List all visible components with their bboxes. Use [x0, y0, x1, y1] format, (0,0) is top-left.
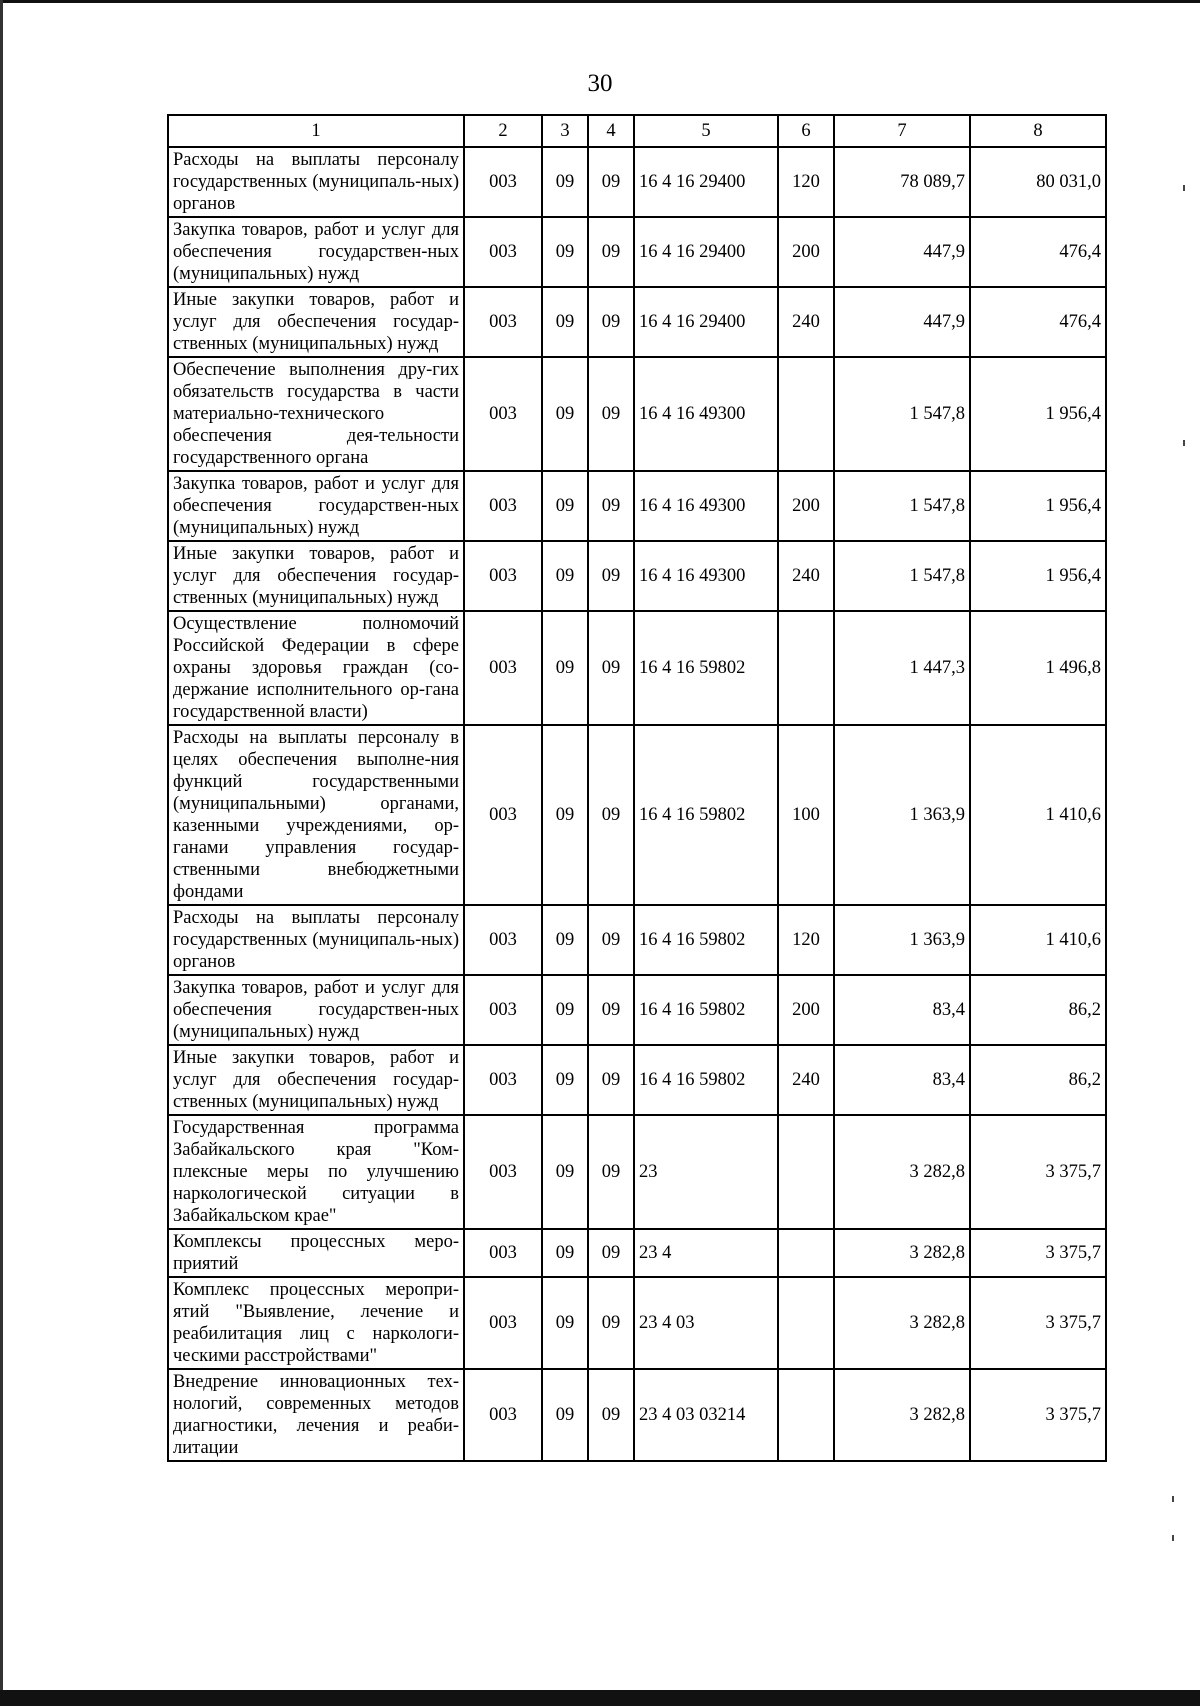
table-row	[168, 905, 1106, 975]
scan-speck	[1172, 1496, 1174, 1502]
subsection-cell: 09	[588, 1229, 634, 1277]
column-header: 1	[168, 115, 464, 147]
amount-year2-cell: 1 410,6	[970, 905, 1106, 975]
section-cell: 09	[542, 725, 588, 905]
admin-code-cell: 003	[464, 1229, 542, 1277]
expense-type-cell	[778, 1115, 834, 1229]
admin-code-cell: 003	[464, 147, 542, 217]
target-article-cell: 23 4 03 03214	[634, 1369, 778, 1461]
table-row	[168, 1277, 1106, 1369]
amount-year2-cell: 1 956,4	[970, 471, 1106, 541]
target-article-cell: 16 4 16 59802	[634, 1045, 778, 1115]
admin-code-cell: 003	[464, 287, 542, 357]
table-row	[168, 357, 1106, 471]
row-name-cell: Иные закупки товаров, работ и услуг для обеспечения государ-ственных (муниципальных) нужд	[168, 1045, 464, 1115]
section-cell: 09	[542, 1229, 588, 1277]
table-row	[168, 541, 1106, 611]
table-row	[168, 217, 1106, 287]
subsection-cell: 09	[588, 1045, 634, 1115]
expense-type-cell: 240	[778, 1045, 834, 1115]
admin-code-cell: 003	[464, 1277, 542, 1369]
target-article-cell: 16 4 16 29400	[634, 287, 778, 357]
page-number: 30	[587, 70, 613, 97]
amount-year1-cell: 3 282,8	[834, 1369, 970, 1461]
amount-year1-cell: 78 089,7	[834, 147, 970, 217]
target-article-cell: 23	[634, 1115, 778, 1229]
row-name-cell: Иные закупки товаров, работ и услуг для обеспечения государ-ственных (муниципальных) нужд	[168, 541, 464, 611]
row-name-cell: Комплекс процессных меропри-ятий "Выявление, лечение и реабилитация лиц с наркологи-ческими расстройствами"	[168, 1277, 464, 1369]
amount-year2-cell: 3 375,7	[970, 1229, 1106, 1277]
amount-year2-cell: 1 496,8	[970, 611, 1106, 725]
subsection-cell: 09	[588, 217, 634, 287]
admin-code-cell: 003	[464, 471, 542, 541]
row-name-cell: Обеспечение выполнения дру-гих обязательств государства в части материально-технического обеспечения дея-тельности государственного органа	[168, 357, 464, 471]
row-name-cell: Закупка товаров, работ и услуг для обеспечения государствен-ных (муниципальных) нужд	[168, 975, 464, 1045]
table-row	[168, 975, 1106, 1045]
table-row	[168, 1229, 1106, 1277]
expense-type-cell	[778, 357, 834, 471]
target-article-cell: 16 4 16 49300	[634, 541, 778, 611]
amount-year1-cell: 1 363,9	[834, 905, 970, 975]
target-article-cell: 23 4 03	[634, 1277, 778, 1369]
amount-year2-cell: 86,2	[970, 975, 1106, 1045]
amount-year1-cell: 1 547,8	[834, 471, 970, 541]
subsection-cell: 09	[588, 975, 634, 1045]
amount-year2-cell: 3 375,7	[970, 1277, 1106, 1369]
scan-edge-bottom	[0, 1690, 1200, 1706]
row-name-cell: Расходы на выплаты персоналу в целях обеспечения выполне-ния функций государственными (муниципальными) органами, казенными учреждениями, ор-ганами управления государ-ственными внебюджетными фондами	[168, 725, 464, 905]
amount-year2-cell: 1 956,4	[970, 541, 1106, 611]
amount-year2-cell: 476,4	[970, 217, 1106, 287]
table-row	[168, 725, 1106, 905]
section-cell: 09	[542, 1045, 588, 1115]
row-name-cell: Расходы на выплаты персоналу государственных (муниципаль-ных) органов	[168, 147, 464, 217]
table-row	[168, 471, 1106, 541]
table-row	[168, 611, 1106, 725]
expense-type-cell: 200	[778, 217, 834, 287]
subsection-cell: 09	[588, 147, 634, 217]
amount-year1-cell: 1 447,3	[834, 611, 970, 725]
target-article-cell: 16 4 16 49300	[634, 357, 778, 471]
row-name-cell: Закупка товаров, работ и услуг для обеспечения государствен-ных (муниципальных) нужд	[168, 217, 464, 287]
header-row	[168, 115, 1106, 147]
section-cell: 09	[542, 147, 588, 217]
amount-year1-cell: 1 547,8	[834, 357, 970, 471]
subsection-cell: 09	[588, 1277, 634, 1369]
row-name-cell: Расходы на выплаты персоналу государственных (муниципаль-ных) органов	[168, 905, 464, 975]
row-name-cell: Комплексы процессных меро-приятий	[168, 1229, 464, 1277]
expense-type-cell	[778, 1369, 834, 1461]
amount-year2-cell: 86,2	[970, 1045, 1106, 1115]
column-header: 6	[778, 115, 834, 147]
row-name-cell: Внедрение инновационных тех-нологий, современных методов диагностики, лечения и реаби-литации	[168, 1369, 464, 1461]
row-name-cell: Закупка товаров, работ и услуг для обеспечения государствен-ных (муниципальных) нужд	[168, 471, 464, 541]
amount-year1-cell: 447,9	[834, 217, 970, 287]
target-article-cell: 16 4 16 29400	[634, 147, 778, 217]
column-header: 8	[970, 115, 1106, 147]
subsection-cell: 09	[588, 541, 634, 611]
section-cell: 09	[542, 905, 588, 975]
table-row	[168, 287, 1106, 357]
admin-code-cell: 003	[464, 725, 542, 905]
amount-year1-cell: 3 282,8	[834, 1229, 970, 1277]
scan-speck	[1172, 1535, 1174, 1541]
section-cell: 09	[542, 217, 588, 287]
row-name-cell: Государственная программа Забайкальского края "Ком-плексные меры по улучшению наркологической ситуации в Забайкальском крае"	[168, 1115, 464, 1229]
expense-type-cell: 200	[778, 471, 834, 541]
scan-edge-top	[0, 0, 1200, 3]
expense-type-cell: 120	[778, 147, 834, 217]
amount-year2-cell: 3 375,7	[970, 1369, 1106, 1461]
budget-table	[167, 114, 1107, 1462]
table-row	[168, 1369, 1106, 1461]
section-cell: 09	[542, 1277, 588, 1369]
column-header: 7	[834, 115, 970, 147]
target-article-cell: 23 4	[634, 1229, 778, 1277]
expense-type-cell: 240	[778, 541, 834, 611]
amount-year1-cell: 83,4	[834, 1045, 970, 1115]
target-article-cell: 16 4 16 49300	[634, 471, 778, 541]
target-article-cell: 16 4 16 59802	[634, 905, 778, 975]
amount-year1-cell: 1 363,9	[834, 725, 970, 905]
amount-year2-cell: 3 375,7	[970, 1115, 1106, 1229]
amount-year1-cell: 1 547,8	[834, 541, 970, 611]
subsection-cell: 09	[588, 1369, 634, 1461]
admin-code-cell: 003	[464, 975, 542, 1045]
amount-year2-cell: 476,4	[970, 287, 1106, 357]
section-cell: 09	[542, 541, 588, 611]
scan-speck	[1183, 185, 1185, 191]
column-header: 5	[634, 115, 778, 147]
row-name-cell: Иные закупки товаров, работ и услуг для обеспечения государ-ственных (муниципальных) нужд	[168, 287, 464, 357]
row-name-cell: Осуществление полномочий Российской Федерации в сфере охраны здоровья граждан (со-держание исполнительного ор-гана государственной власти)	[168, 611, 464, 725]
section-cell: 09	[542, 287, 588, 357]
subsection-cell: 09	[588, 611, 634, 725]
section-cell: 09	[542, 611, 588, 725]
expense-type-cell	[778, 1277, 834, 1369]
subsection-cell: 09	[588, 1115, 634, 1229]
section-cell: 09	[542, 975, 588, 1045]
section-cell: 09	[542, 357, 588, 471]
admin-code-cell: 003	[464, 357, 542, 471]
target-article-cell: 16 4 16 59802	[634, 611, 778, 725]
section-cell: 09	[542, 1115, 588, 1229]
admin-code-cell: 003	[464, 905, 542, 975]
target-article-cell: 16 4 16 29400	[634, 217, 778, 287]
admin-code-cell: 003	[464, 217, 542, 287]
expense-type-cell	[778, 1229, 834, 1277]
amount-year1-cell: 3 282,8	[834, 1115, 970, 1229]
column-header: 3	[542, 115, 588, 147]
admin-code-cell: 003	[464, 1045, 542, 1115]
amount-year2-cell: 1 956,4	[970, 357, 1106, 471]
amount-year2-cell: 1 410,6	[970, 725, 1106, 905]
column-header: 2	[464, 115, 542, 147]
target-article-cell: 16 4 16 59802	[634, 975, 778, 1045]
table-row	[168, 1045, 1106, 1115]
section-cell: 09	[542, 471, 588, 541]
subsection-cell: 09	[588, 905, 634, 975]
table-row	[168, 1115, 1106, 1229]
target-article-cell: 16 4 16 59802	[634, 725, 778, 905]
expense-type-cell: 240	[778, 287, 834, 357]
expense-type-cell: 100	[778, 725, 834, 905]
expense-type-cell	[778, 611, 834, 725]
expense-type-cell: 200	[778, 975, 834, 1045]
subsection-cell: 09	[588, 725, 634, 905]
amount-year1-cell: 447,9	[834, 287, 970, 357]
table-row	[168, 147, 1106, 217]
amount-year1-cell: 83,4	[834, 975, 970, 1045]
column-header: 4	[588, 115, 634, 147]
admin-code-cell: 003	[464, 611, 542, 725]
admin-code-cell: 003	[464, 1115, 542, 1229]
subsection-cell: 09	[588, 357, 634, 471]
subsection-cell: 09	[588, 287, 634, 357]
amount-year2-cell: 80 031,0	[970, 147, 1106, 217]
scan-speck	[1183, 440, 1185, 446]
scan-edge-left	[0, 0, 3, 1706]
amount-year1-cell: 3 282,8	[834, 1277, 970, 1369]
expense-type-cell: 120	[778, 905, 834, 975]
admin-code-cell: 003	[464, 541, 542, 611]
admin-code-cell: 003	[464, 1369, 542, 1461]
section-cell: 09	[542, 1369, 588, 1461]
subsection-cell: 09	[588, 471, 634, 541]
